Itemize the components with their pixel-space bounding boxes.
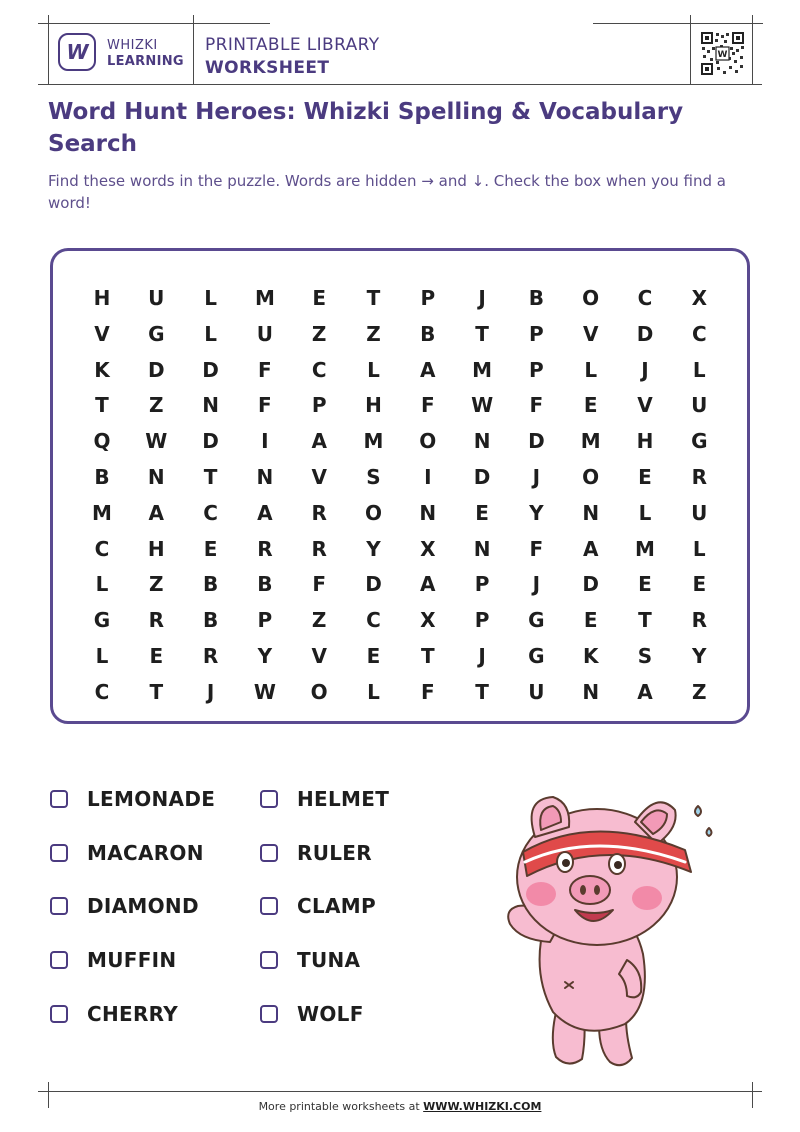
- word-label: MUFFIN: [87, 948, 177, 973]
- word-checkbox[interactable]: [50, 844, 68, 862]
- grid-letter[interactable]: R: [202, 644, 219, 668]
- footer-text: More printable worksheets at: [258, 1100, 424, 1113]
- grid-letter[interactable]: V: [94, 321, 110, 346]
- grid-letter[interactable]: D: [528, 429, 545, 454]
- grid-letter[interactable]: Z: [149, 572, 164, 597]
- header-library: PRINTABLE LIBRARY: [205, 35, 380, 55]
- grid-letter[interactable]: P: [529, 357, 544, 382]
- word-list-item: [260, 999, 364, 1029]
- grid-letter[interactable]: E: [149, 644, 164, 668]
- grid-letter[interactable]: H: [636, 429, 654, 454]
- word-list-item: [260, 891, 376, 921]
- grid-letter[interactable]: F: [529, 536, 544, 561]
- grid-letter[interactable]: P: [474, 572, 490, 597]
- grid-letter[interactable]: L: [692, 357, 706, 382]
- grid-letter[interactable]: W: [145, 429, 168, 454]
- grid-letter[interactable]: T: [95, 393, 109, 418]
- word-checkbox[interactable]: [50, 790, 68, 808]
- grid-letter[interactable]: T: [149, 679, 164, 704]
- grid-letter[interactable]: E: [583, 608, 598, 633]
- page-title: Word Hunt Heroes: Whizki Spelling & Vocabulary Search: [48, 99, 684, 157]
- grid-letter[interactable]: N: [582, 500, 600, 525]
- grid-letter[interactable]: R: [148, 608, 164, 633]
- word-checkbox[interactable]: [260, 790, 278, 808]
- grid-letter[interactable]: F: [529, 393, 544, 418]
- footer: [0, 1100, 800, 1113]
- grid-letter[interactable]: P: [257, 608, 273, 633]
- grid-letter[interactable]: X: [691, 286, 707, 310]
- word-label: RULER: [297, 840, 372, 865]
- grid-letter[interactable]: C: [637, 286, 653, 310]
- grid-letter[interactable]: Z: [311, 321, 327, 346]
- grid-letter[interactable]: F: [420, 393, 435, 418]
- grid-letter[interactable]: C: [311, 357, 327, 382]
- grid-letter[interactable]: Y: [366, 536, 381, 561]
- grid-letter[interactable]: S: [637, 644, 653, 668]
- grid-letter[interactable]: N: [582, 679, 600, 704]
- grid-letter[interactable]: X: [420, 536, 436, 561]
- word-checkbox[interactable]: [260, 844, 278, 862]
- brand-badge-letter: W: [66, 40, 88, 64]
- grid-letter[interactable]: C: [691, 321, 707, 346]
- grid-letter[interactable]: P: [474, 608, 490, 633]
- grid-letter[interactable]: G: [528, 644, 545, 668]
- grid-letter[interactable]: T: [638, 608, 652, 633]
- grid-letter[interactable]: F: [258, 393, 272, 418]
- grid-letter[interactable]: R: [257, 536, 273, 561]
- grid-letter[interactable]: E: [692, 572, 707, 597]
- grid-letter[interactable]: L: [692, 536, 706, 561]
- grid-letter[interactable]: F: [312, 572, 327, 597]
- grid-letter[interactable]: O: [582, 465, 600, 489]
- header-worksheet: WORKSHEET: [205, 58, 330, 78]
- word-checkbox[interactable]: [50, 1005, 68, 1023]
- frame-line: [593, 23, 763, 24]
- grid-letter[interactable]: G: [528, 608, 545, 633]
- grid-letter[interactable]: D: [582, 572, 599, 597]
- grid-letter[interactable]: Z: [311, 608, 327, 633]
- grid-letter[interactable]: E: [366, 644, 381, 668]
- grid-letter[interactable]: I: [261, 429, 269, 454]
- grid-letter[interactable]: J: [532, 572, 541, 597]
- grid-letter[interactable]: E: [203, 536, 218, 561]
- word-checkbox[interactable]: [260, 951, 278, 969]
- grid-letter[interactable]: M: [472, 357, 493, 382]
- grid-letter[interactable]: D: [202, 357, 219, 382]
- word-list-item: [50, 945, 176, 975]
- grid-letter[interactable]: Z: [692, 679, 707, 704]
- grid-letter[interactable]: B: [420, 321, 436, 346]
- grid-letter[interactable]: K: [94, 357, 110, 382]
- grid-letter[interactable]: D: [365, 572, 382, 597]
- grid-letter[interactable]: T: [475, 679, 489, 704]
- grid-letter[interactable]: V: [311, 465, 327, 489]
- word-list-item: [260, 838, 372, 868]
- grid-letter[interactable]: U: [691, 393, 708, 418]
- word-list-item: [50, 784, 215, 814]
- grid-letter[interactable]: H: [147, 536, 165, 561]
- word-checkbox[interactable]: [50, 951, 68, 969]
- grid-letter[interactable]: R: [691, 465, 707, 489]
- grid-letter[interactable]: G: [148, 321, 165, 346]
- grid-letter[interactable]: O: [582, 286, 600, 310]
- frame-line: [38, 84, 762, 85]
- grid-letter[interactable]: C: [203, 500, 218, 525]
- grid-letter[interactable]: J: [478, 286, 486, 310]
- grid-letter[interactable]: R: [311, 500, 327, 525]
- grid-letter[interactable]: L: [367, 357, 380, 382]
- grid-letter[interactable]: L: [204, 286, 217, 310]
- grid-letter[interactable]: L: [367, 679, 380, 704]
- frame-line: [48, 15, 49, 85]
- grid-letter[interactable]: N: [473, 429, 491, 454]
- word-search-grid: [50, 248, 750, 724]
- grid-letter[interactable]: M: [254, 286, 275, 310]
- grid-letter[interactable]: W: [471, 393, 494, 418]
- grid-letter[interactable]: N: [419, 500, 437, 525]
- grid-letter[interactable]: R: [691, 608, 707, 633]
- word-checkbox[interactable]: [260, 897, 278, 915]
- grid-letter[interactable]: C: [366, 608, 381, 633]
- word-label: CLAMP: [297, 894, 376, 919]
- grid-letter[interactable]: J: [641, 357, 649, 382]
- grid-letter[interactable]: O: [364, 500, 382, 525]
- grid-letter[interactable]: D: [473, 465, 491, 489]
- grid-letter[interactable]: R: [311, 536, 327, 561]
- grid-letter[interactable]: A: [148, 500, 165, 525]
- brand-subname: LEARNING: [107, 54, 184, 69]
- grid-letter[interactable]: J: [532, 465, 541, 489]
- word-list-item: [260, 784, 389, 814]
- grid-letter[interactable]: F: [420, 679, 435, 704]
- grid-letter[interactable]: C: [94, 679, 110, 704]
- grid-letter[interactable]: L: [638, 500, 652, 525]
- grid-letter[interactable]: F: [258, 357, 272, 382]
- grid-letter[interactable]: G: [691, 429, 708, 454]
- grid-letter[interactable]: Y: [692, 644, 707, 668]
- grid-letter[interactable]: B: [257, 572, 273, 597]
- grid-letter[interactable]: B: [94, 465, 110, 489]
- grid-letter[interactable]: T: [475, 321, 489, 346]
- grid-letter[interactable]: M: [363, 429, 384, 454]
- grid-letter[interactable]: O: [419, 429, 437, 454]
- grid-letter[interactable]: L: [584, 357, 598, 382]
- grid-letter[interactable]: H: [93, 286, 111, 310]
- grid-letter[interactable]: E: [312, 286, 327, 310]
- grid-letter[interactable]: G: [93, 608, 111, 633]
- grid-letter[interactable]: N: [473, 536, 491, 561]
- grid-letter[interactable]: M: [92, 500, 112, 525]
- word-checkbox[interactable]: [50, 897, 68, 915]
- footer-link[interactable]: WWW.WHIZKI.COM: [423, 1100, 542, 1113]
- grid-letter[interactable]: A: [637, 679, 653, 704]
- grid-letter[interactable]: E: [638, 465, 652, 489]
- grid-letter[interactable]: L: [95, 572, 109, 597]
- grid-letter[interactable]: J: [206, 679, 215, 704]
- word-label: HELMET: [297, 787, 390, 811]
- grid-letter[interactable]: B: [202, 608, 219, 633]
- grid-letter[interactable]: A: [311, 429, 327, 454]
- word-list-item: [50, 838, 204, 868]
- grid-letter[interactable]: W: [253, 679, 276, 704]
- grid-letter[interactable]: P: [420, 286, 436, 310]
- instructions: Find these words in the puzzle. Words are hidden → and ↓. Check the box when you find a word!: [48, 172, 726, 212]
- grid-letter[interactable]: E: [638, 572, 652, 597]
- grid-letter[interactable]: L: [95, 644, 109, 668]
- grid-letter[interactable]: J: [478, 644, 486, 668]
- grid-letter[interactable]: T: [366, 286, 381, 310]
- grid-letter[interactable]: U: [256, 321, 274, 346]
- grid-letter[interactable]: H: [365, 393, 382, 418]
- frame-line: [752, 15, 753, 85]
- grid-letter[interactable]: A: [257, 500, 273, 525]
- grid-letter[interactable]: Z: [366, 321, 381, 346]
- grid-letter[interactable]: A: [420, 572, 436, 597]
- grid-letter[interactable]: U: [148, 286, 165, 310]
- brand-logo: [58, 33, 96, 71]
- grid-letter[interactable]: Z: [149, 393, 164, 418]
- grid-letter[interactable]: D: [636, 321, 654, 346]
- word-label: TUNA: [297, 948, 361, 973]
- pig-mascot-illustration: [495, 782, 720, 1082]
- word-list-item: [50, 999, 178, 1029]
- qr-code-icon: [700, 31, 745, 76]
- grid-letter[interactable]: Q: [93, 429, 111, 454]
- grid-letter[interactable]: V: [637, 393, 653, 418]
- grid-letter[interactable]: N: [256, 465, 274, 489]
- grid-letter[interactable]: P: [529, 321, 544, 346]
- word-list-item: [50, 891, 199, 921]
- grid-letter[interactable]: B: [202, 572, 219, 597]
- grid-letter[interactable]: B: [528, 286, 545, 310]
- grid-letter[interactable]: E: [475, 500, 489, 525]
- grid-letter[interactable]: K: [582, 644, 599, 668]
- grid-letter[interactable]: I: [424, 465, 432, 489]
- word-label: DIAMOND: [87, 894, 199, 919]
- grid-letter[interactable]: A: [582, 536, 599, 561]
- word-label: MACARON: [87, 840, 204, 865]
- frame-line: [193, 15, 194, 85]
- grid-letter[interactable]: V: [582, 321, 599, 346]
- grid-letter[interactable]: S: [366, 465, 381, 489]
- grid-letter[interactable]: X: [420, 608, 436, 633]
- frame-line: [38, 1091, 762, 1092]
- word-list-item: [260, 945, 360, 975]
- grid-letter[interactable]: N: [147, 465, 165, 489]
- grid-letter[interactable]: D: [147, 357, 165, 382]
- grid-letter[interactable]: P: [311, 393, 327, 418]
- grid-letter[interactable]: M: [580, 429, 601, 454]
- grid-letter[interactable]: D: [202, 429, 219, 454]
- word-label: LEMONADE: [87, 787, 216, 811]
- grid-letter[interactable]: M: [635, 536, 655, 561]
- grid-letter[interactable]: T: [203, 465, 218, 489]
- grid-letter[interactable]: E: [583, 393, 598, 418]
- grid-letter[interactable]: A: [420, 357, 436, 382]
- grid-letter[interactable]: U: [691, 500, 708, 525]
- grid-letter[interactable]: Y: [529, 500, 544, 525]
- grid-letter[interactable]: V: [311, 644, 327, 668]
- svg-text:W: W: [717, 50, 728, 60]
- brand-name: WHIZKI: [107, 38, 158, 53]
- grid-letter[interactable]: Y: [257, 644, 273, 668]
- word-label: CHERRY: [87, 1001, 179, 1026]
- grid-letter[interactable]: C: [94, 536, 110, 561]
- word-checkbox[interactable]: [260, 1005, 278, 1023]
- grid-letter[interactable]: N: [202, 393, 219, 418]
- grid-letter[interactable]: L: [204, 321, 217, 346]
- frame-line: [38, 23, 270, 24]
- frame-line: [690, 15, 691, 85]
- grid-letter[interactable]: T: [420, 644, 435, 668]
- grid-letter[interactable]: O: [310, 679, 328, 704]
- word-label: WOLF: [297, 1001, 364, 1026]
- grid-letter[interactable]: U: [528, 679, 545, 704]
